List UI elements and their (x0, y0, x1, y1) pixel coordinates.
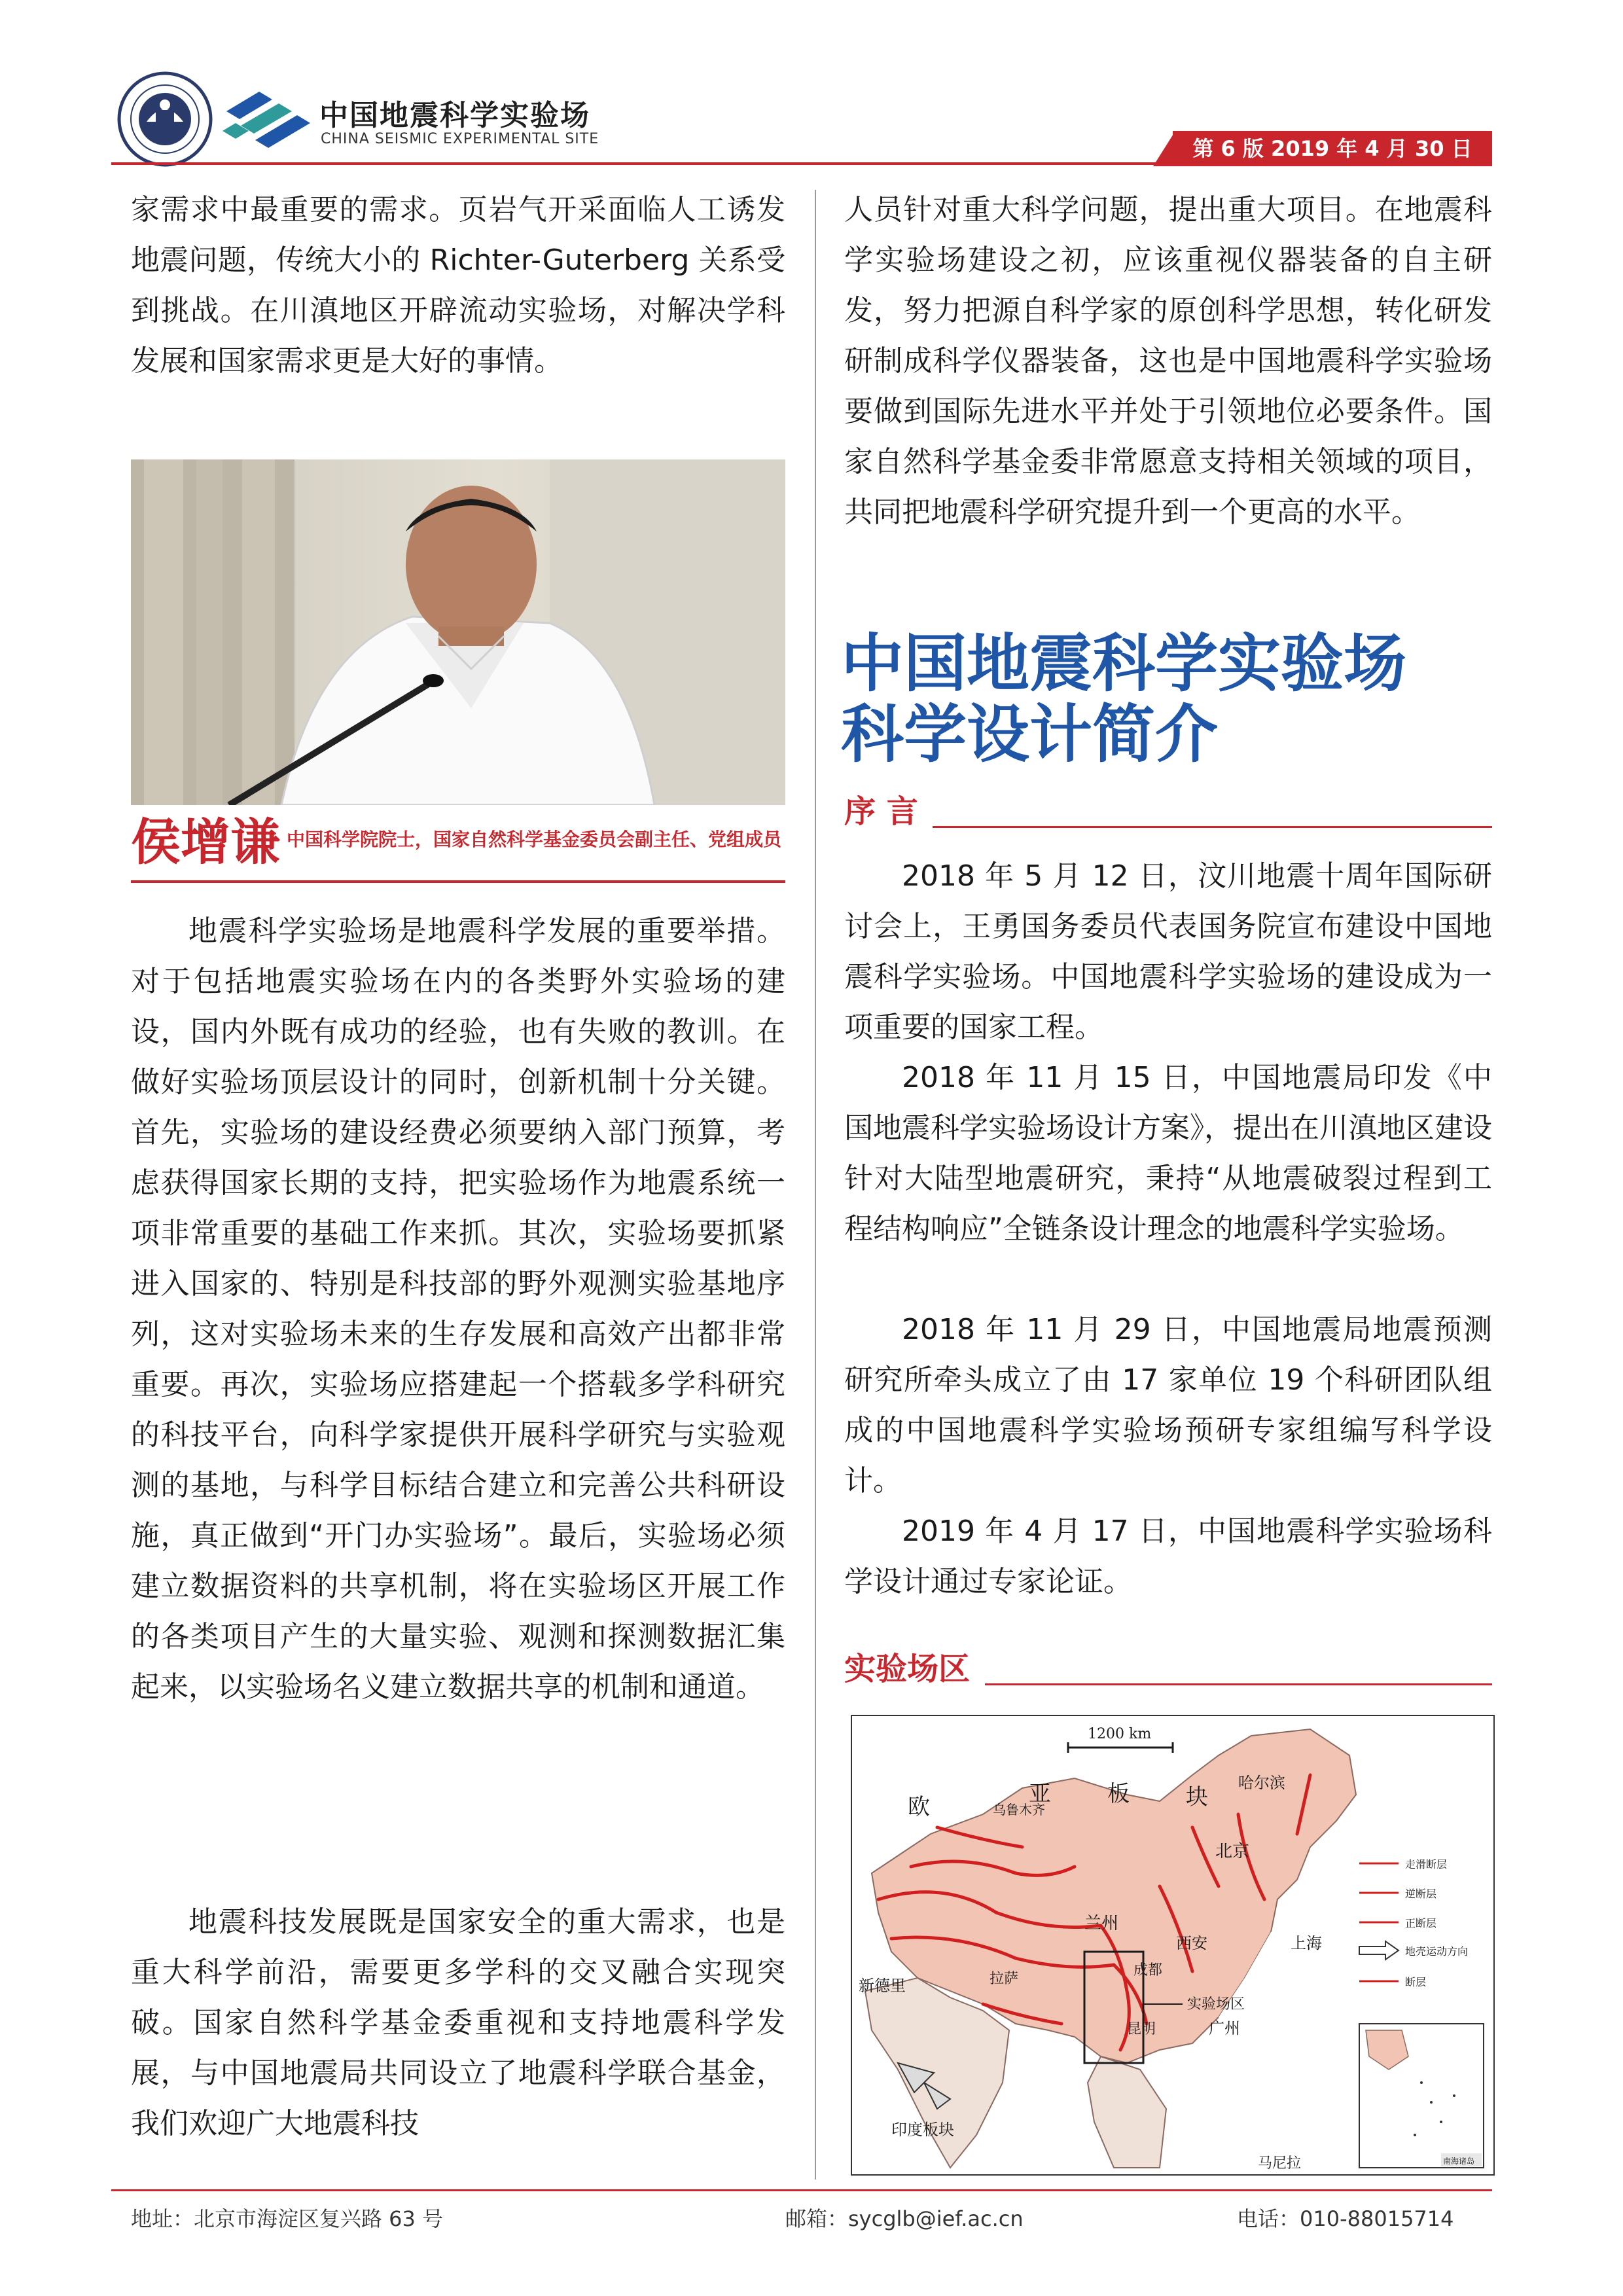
footer-email: 邮箱：sycglb@ief.ac.cn (785, 2206, 1024, 2231)
map-city-lhasa: 拉萨 (990, 1971, 1019, 1987)
preface-heading: 序 言 (844, 793, 918, 830)
map-city-shanghai: 上海 (1291, 1934, 1322, 1952)
section-title-line-1: 中国地震科学实验场 (841, 626, 1406, 700)
issue-tag-notch (1153, 131, 1175, 166)
preface-paragraph-1: 2018 年 5 月 12 日，汶川地震十周年国际研讨会上，王勇国务委员代表国务院宣布建设中国地震科学实验场。中国地震科学实验场的建设成为一项重要的国家工程。 (844, 859, 1492, 1044)
seismic-site-logo-icon (220, 85, 313, 156)
right-paragraph-1: 人员针对重大科学问题，提出重大项目。在地震科学实验场建设之初，应该重视仪器装备的自主研发，努力把源自科学家的原创科学思想，转化研发研制成科学仪器装备，这也是中国地震科学实验场要做到国际先进水平并处于引领地位必要条件。国家自然科学基金委非常愿意支持相关领域的项目，共同把地震科学研究提升到一个更高的水平。 (844, 193, 1492, 529)
portrait-name: 侯增谦 (131, 813, 280, 871)
site-heading-rule (985, 1683, 1492, 1685)
map-city-kunming: 昆明 (1127, 2021, 1156, 2037)
preface-paragraph-2: 2018 年 11 月 15 日，中国地震局印发《中国地震科学实验场设计方案》，提出在川滇地区建设针对大陆型地震研究，秉持“从地震破裂过程到工程结构响应”全链条设计理念的地震科学实验场。 (844, 1061, 1492, 1246)
seismic-site-map (851, 1715, 1495, 2176)
legend-crust-motion: 地壳运动方向 (1405, 1945, 1469, 1958)
site-name-cn: 中国地震科学实验场 (319, 99, 590, 132)
map-plate-char-2: 亚 (1029, 1781, 1051, 1807)
portrait-photo (131, 459, 785, 805)
site-heading: 实验场区 (844, 1651, 971, 1687)
footer-address: 地址：北京市海淀区复兴路 63 号 (131, 2206, 444, 2231)
map-city-chengdu: 成都 (1133, 1962, 1163, 1979)
preface-paragraph-3: 2018 年 11 月 29 日，中国地震局地震预测研究所牵头成立了由 17 家单位 19 个科研团队组成的中国地震科学实验场预研专家组编写科学设计。 (844, 1313, 1492, 1498)
china-earthquake-administration-seal-icon (116, 71, 213, 168)
legend-fault: 断层 (1405, 1976, 1427, 1988)
issue-date-badge: 第 6 版 2019 年 4 月 30 日 (1173, 131, 1492, 166)
portrait-caption: 中国科学院院士，国家自然科学基金委员会副主任、党组成员 (287, 829, 782, 850)
map-site-label: 实验场区 (1187, 1996, 1245, 2013)
left-paragraph-2: 地震科学实验场是地震科学发展的重要举措。对于包括地震实验场在内的各类野外实验场的建设，国内外既有成功的经验，也有失败的教训。在做好实验场顶层设计的同时，创新机制十分关键。首先，实验场的建设经费必须要纳入部门预算，考虑获得国家长期的支持，把实验场作为地震系统一项非常重要的基础工作来抓。其次，实验场要抓紧进入国家的、特别是科技部的野外观测实验基地序列，这对实验场未来的生存发展和高效产出都非常重要。再次，实验场应搭建起一个搭载多学科研究的科技平台，向科学家提供开展科学研究与实验观测的基地，与科学目标结合建立和完善公共科研设施，真正做到“开门办实验场”。最后，实验场必须建立数据资料的共享机制，将在实验场区开展工作的各类项目产生的大量实验、观测和探测数据汇集起来，以实验场名义建立数据共享的机制和通道。 (131, 914, 785, 1704)
map-city-guangzhou: 广州 (1209, 2019, 1240, 2037)
preface-heading-rule (933, 826, 1492, 828)
section-title-line-2: 科学设计简介 (841, 697, 1218, 771)
legend-strike-slip: 走滑断层 (1405, 1858, 1448, 1871)
page-header (0, 0, 1623, 170)
footer-divider (111, 2189, 1492, 2191)
preface-paragraph-4: 2019 年 4 月 17 日，中国地震科学实验场科学设计通过专家论证。 (844, 1515, 1492, 1598)
map-city-xian: 西安 (1176, 1934, 1207, 1952)
map-city-urumqi: 乌鲁木齐 (993, 1802, 1045, 1818)
map-plate-char-4: 块 (1186, 1784, 1208, 1810)
column-divider (815, 190, 816, 2179)
map-city-manila: 马尼拉 (1258, 2155, 1302, 2172)
inset-label: 南海诸岛 (1443, 2157, 1475, 2166)
legend-thrust: 逆断层 (1405, 1888, 1437, 1900)
map-scale: 1200 km (1088, 1726, 1152, 1742)
header-divider (111, 162, 1171, 165)
map-indian-plate: 印度板块 (891, 2121, 954, 2139)
map-city-harbin: 哈尔滨 (1238, 1774, 1285, 1792)
map-city-beijing: 北京 (1215, 1842, 1250, 1861)
map-plate-char-1: 欧 (908, 1794, 930, 1820)
left-paragraph-3: 地震科技发展既是国家安全的重大需求，也是重大科学前沿，需要更多学科的交叉融合实现突破。国家自然科学基金委重视和支持地震科学发展，与中国地震局共同设立了地震科学联合基金，我们欢迎广大地震科技 (131, 1905, 785, 2140)
map-city-lanzhou: 兰州 (1084, 1914, 1119, 1933)
site-name-en: CHINA SEISMIC EXPERIMENTAL SITE (321, 131, 599, 147)
legend-normal: 正断层 (1405, 1917, 1437, 1929)
map-plate-char-3: 板 (1107, 1781, 1130, 1807)
footer-phone: 电话：010-88015714 (1237, 2206, 1454, 2231)
section-title (841, 628, 1495, 770)
map-city-new-delhi: 新德里 (859, 1977, 906, 1995)
portrait-divider (131, 880, 785, 883)
left-paragraph-1: 家需求中最重要的需求。页岩气开采面临人工诱发地震问题，传统大小的 Richter-Guterberg 关系受到挑战。在川滇地区开辟流动实验场，对解决学科发展和国家需求更是大好的事情。 (131, 193, 785, 378)
